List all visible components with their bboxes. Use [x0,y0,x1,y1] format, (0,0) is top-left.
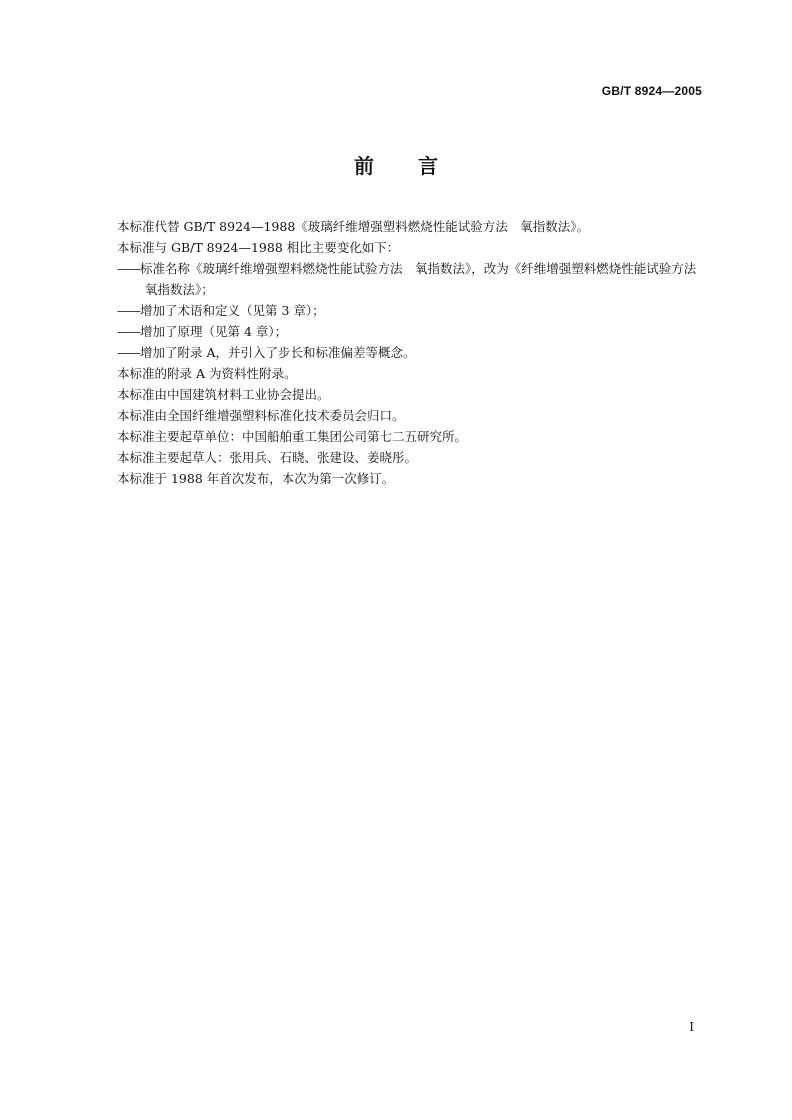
change-item [117,258,707,300]
page-number: I [689,1020,694,1034]
dash-mark: —— [117,345,140,360]
dash-mark: —— [117,303,140,318]
paragraph-drafting-org: 本标准主要起草单位：中国船舶重工集团公司第七二五研究所。 [117,429,468,444]
change-item-text: 增加了术语和定义（见第 3 章）； [140,303,325,318]
dash-mark: —— [117,324,140,339]
paragraph-changes-intro: 本标准与 GB/T 8924—1988 相比主要变化如下： [117,240,400,255]
paragraph-drafters: 本标准主要起草人：张用兵、石晓、张建设、姜晓彤。 [117,450,418,465]
foreword-body [117,216,707,489]
paragraph-history: 本标准于 1988 年首次发布，本次为第一次修订。 [117,471,395,486]
title-char-2: 言 [418,154,438,178]
change-item-text: 增加了原理（见第 4 章）； [140,324,288,339]
title-char-1: 前 [354,154,374,178]
page-title [0,150,792,179]
change-item-text: 标准名称《玻璃纤维增强塑料燃烧性能试验方法 氧指数法》，改为《纤维增强塑料燃烧性能试验方法 氧指数法》； [140,261,709,297]
change-item [117,321,707,342]
dash-mark: —— [117,261,140,276]
change-item [117,342,707,363]
paragraph-replaces: 本标准代替 GB/T 8924—1988《玻璃纤维增强塑料燃烧性能试验方法 氧指数法》。 [117,219,590,234]
change-item-text: 增加了附录 A，并引入了步长和标准偏差等概念。 [140,345,416,360]
paragraph-annex: 本标准的附录 A 为资料性附录。 [117,366,297,381]
paragraph-under-jurisdiction: 本标准由全国纤维增强塑料标准化技术委员会归口。 [117,408,405,423]
standard-code: GB/T 8924—2005 [601,84,702,98]
change-item [117,300,707,321]
paragraph-proposed-by: 本标准由中国建筑材料工业协会提出。 [117,387,330,402]
